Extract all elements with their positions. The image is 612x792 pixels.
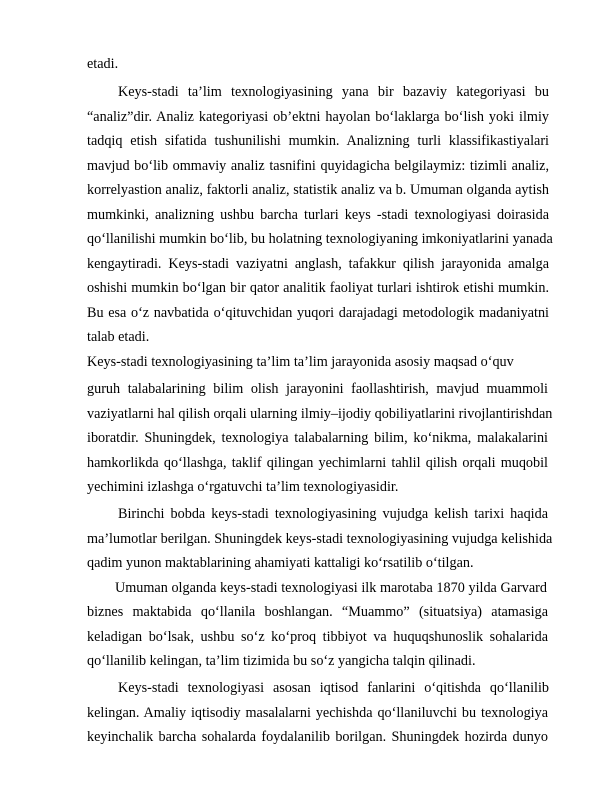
paragraph-line: talab etadi. (87, 329, 150, 345)
paragraph-line: Birinchi bobda keys-stadi texnologiyasining vujudga kelish tarixi haqida (118, 506, 548, 522)
paragraph-line: vaziyatlarni hal qilish orqali ularning ilmiy–ijodiy qobiliyatlarini rivojlantirishdan (87, 405, 553, 422)
paragraph-line: mumkinki, analizning ushbu barcha turlari keys -stadi texnologiyasi doirasida (87, 206, 549, 223)
paragraph-line: Umuman olganda keys-stadi texnologiyasi ilk marotaba 1870 yilda Garvard (115, 579, 547, 596)
paragraph-line: korrelyastion analiz, faktorli analiz, statistik analiz va b. Umuman olganda aytish (87, 182, 549, 198)
paragraph-line: keladigan bo‘lsak, ushbu so‘z ko‘proq tibbiyot va huquqshunoslik sohalarida (87, 628, 548, 645)
paragraph-line: mavjud bo‘lib ommaviy analiz tasnifini quyidagicha belgilaymiz: tizimli analiz, (87, 157, 549, 174)
paragraph-line: qo‘llanilishi mumkin bo‘lib, bu holatning texnologiyaning imkoniyatlarini yanada (87, 231, 553, 247)
paragraph-line: “analiz”dir. Analiz kategoriyasi ob’ektni hayolan bo‘laklarga bo‘lish yoki ilmiy (87, 108, 549, 125)
paragraph-line: Keys-stadi texnologiyasi asosan iqtisod fanlarini o‘qitishda qo‘llanilib (118, 680, 549, 696)
paragraph-line: iboratdir. Shuningdek, texnologiya talabalarning bilim, ko‘nikma, malakalarini (87, 430, 548, 446)
paragraph-line: oshishi mumkin bo‘lgan bir qator analitik faoliyat turlari ishtirok etishi mumkin. (87, 280, 549, 296)
paragraph-line: etadi. (87, 56, 119, 72)
paragraph-line: kengaytiradi. Keys-stadi vaziyatni anglash, tafakkur qilish jarayonida amalga (87, 255, 549, 272)
paragraph-line: guruh talabalarining bilim olish jarayonini faollashtirish, mavjud muammoli (87, 381, 548, 397)
paragraph-line: qo‘llanilib kelingan, ta’lim tizimida bu so‘z yangicha talqin qilinadi. (87, 653, 476, 669)
paragraph-line: qadim yunon maktablarining ahamiyati kattaligi ko‘rsatilib o‘tilgan. (87, 555, 474, 571)
paragraph-line: keyinchalik barcha sohalarda foydalanilib borilgan. Shuningdek hozirda dunyo (87, 729, 548, 745)
paragraph-line: kelingan. Amaliy iqtisodiy masalalarni yechishda qo‘llaniluvchi bu texnologiya (87, 704, 548, 721)
paragraph-line: hamkorlikda qo‘llashga, taklif qilingan yechimlarni tahlil qilish orqali muqobil (87, 454, 548, 471)
paragraph-line: biznes maktabida qo‘llanila boshlangan. “Muammo” (situatsiya) atamasiga (87, 604, 548, 620)
section-lead-line: Keys-stadi texnologiyasining ta’lim ta’lim jarayonida asosiy maqsad o‘quv (87, 353, 514, 370)
paragraph-line: ma’lumotlar berilgan. Shuningdek keys-stadi texnologiyasining vujudga kelishida (87, 530, 553, 547)
paragraph-line: tadqiq etish sifatida tushunilishi mumkin. Analizning turli klassifikastiyalari (87, 133, 549, 149)
paragraph-line: Bu esa o‘z navbatida o‘qituvchidan yuqori darajadagi metodologik madaniyatni (87, 304, 549, 321)
paragraph-line: Keys-stadi ta’lim texnologiyasining yana bir bazaviy kategoriyasi bu (118, 84, 549, 100)
paragraph-line: yechimini izlashga o‘rgatuvchi ta’lim texnologiyasidir. (87, 479, 399, 495)
